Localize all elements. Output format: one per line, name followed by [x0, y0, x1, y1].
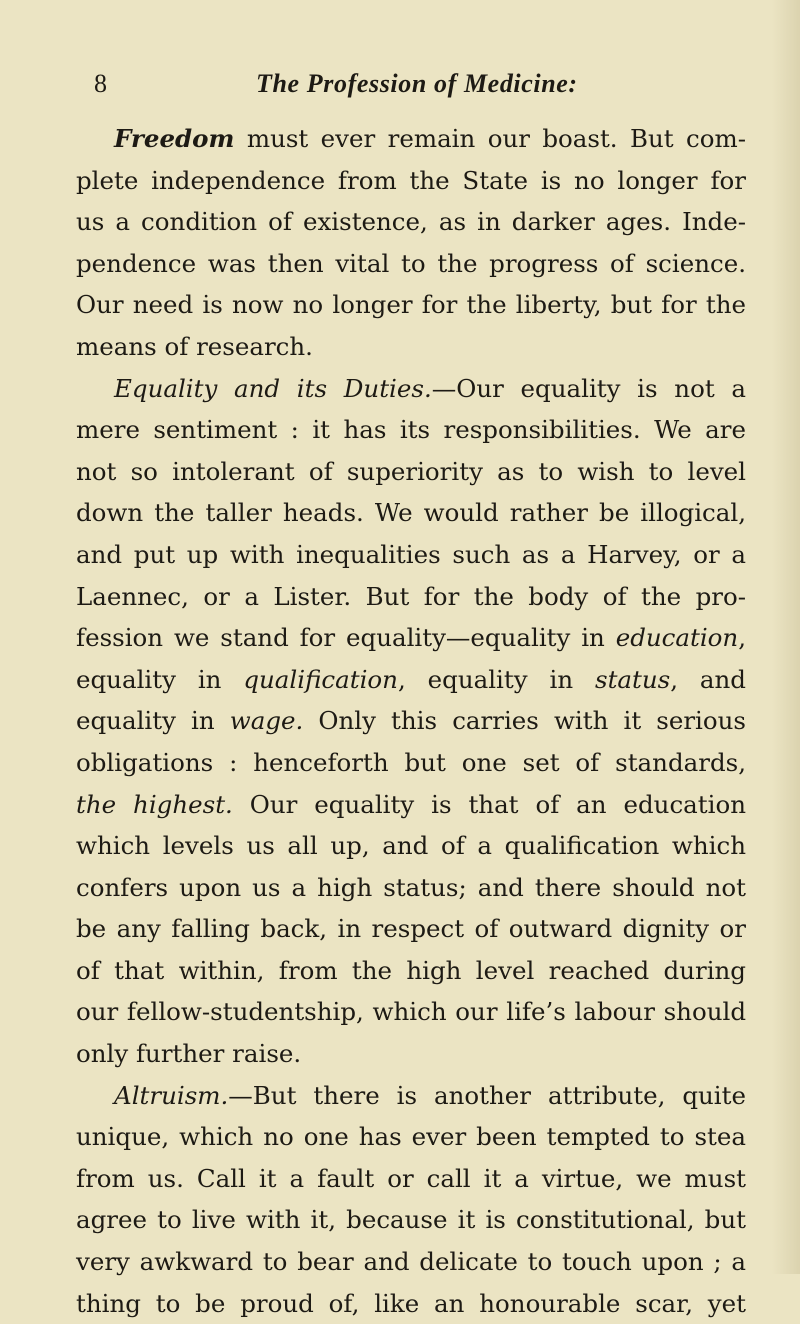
text-line: from us. Call it a fault or call it a virtue, we must [76, 1163, 746, 1193]
text-line: very awkward to bear and delicate to touch upon ; a [76, 1247, 746, 1277]
text-line: us a condition of existence, as in darker ages. Inde- [76, 207, 746, 237]
text-line: the highest. Our equality is that of an education [76, 789, 746, 819]
text-line: of that within, from the high level reached during [76, 955, 746, 985]
text-line: agree to live with it, because it is constitutional, but [76, 1205, 746, 1235]
text-line: Freedom must ever remain our boast. But com- [114, 124, 746, 153]
page-header [94, 64, 734, 104]
section-heading-altruism: Altruism. [114, 1080, 229, 1110]
text-line: Laennec, or a Lister. But for the body of the pro- [76, 581, 746, 611]
text-line: means of research. [76, 331, 313, 361]
running-title: The Profession of Medicine: [256, 69, 578, 98]
text-line: our fellow-studentship, which our life’s labour should [76, 997, 746, 1027]
page-number: 8 [94, 69, 107, 98]
text-line: fession we stand for equality—equality in education, [76, 623, 746, 653]
text-line: Equality and its Duties.—Our equality is not a [114, 373, 746, 403]
text-line: thing to be proud of, like an honourable scar, yet [76, 1288, 746, 1318]
text-line: plete independence from the State is no longer for [76, 165, 746, 195]
text-line: equality in qualification, equality in status, and [76, 664, 746, 694]
text-line: mere sentiment : it has its responsibilities. We are [76, 415, 746, 445]
text-line: down the taller heads. We would rather be illogical, [76, 498, 746, 528]
page-edge-shadow [772, 0, 800, 1274]
text-line: equality in wage. Only this carries with it serious [76, 706, 746, 736]
section-heading-freedom: Freedom [114, 124, 235, 153]
body-text [76, 118, 746, 1324]
text-line: be any falling back, in respect of outward dignity or [76, 914, 746, 944]
text-line: which levels us all up, and of a qualification which [76, 831, 746, 861]
text-line: unique, which no one has ever been tempted to stea [76, 1122, 746, 1152]
text-line: only further raise. [76, 1039, 302, 1069]
text-line: not so intolerant of superiority as to wish to level [76, 456, 746, 486]
text-line: Altruism.—But there is another attribute, quite [114, 1080, 746, 1110]
text-line: obligations : henceforth but one set of standards, [76, 747, 746, 777]
text-line: and put up with inequalities such as a Harvey, or a [76, 539, 746, 569]
text-line: confers upon us a high status; and there should not [76, 872, 746, 902]
section-heading-equality: Equality and its Duties. [114, 373, 432, 403]
text-line: pendence was then vital to the progress of science. [76, 248, 746, 278]
text-line: Our need is now no longer for the liberty, but for the [76, 290, 746, 320]
